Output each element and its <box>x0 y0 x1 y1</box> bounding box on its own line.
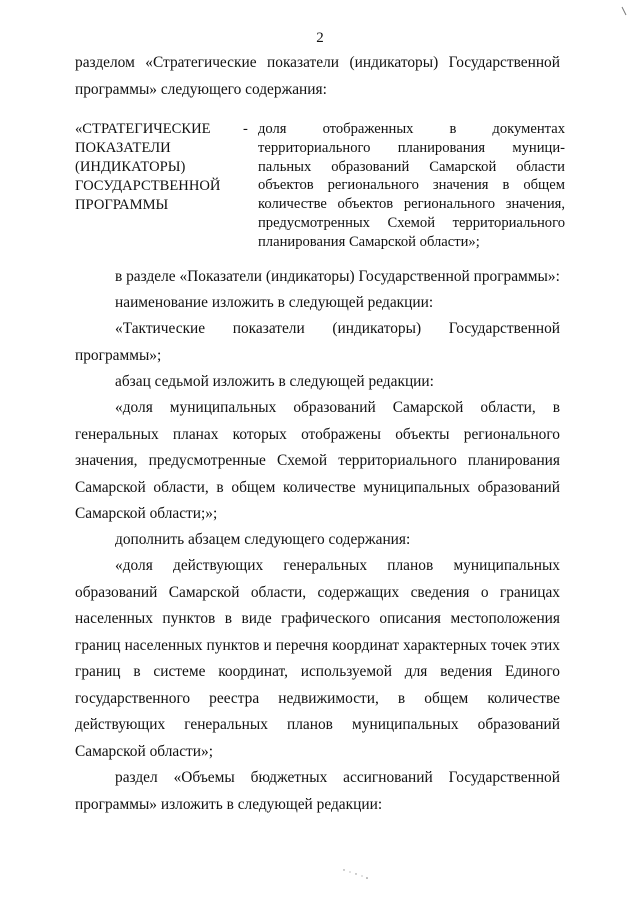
section-heading-caps <box>75 120 240 215</box>
paragraph-add-abzac: дополнить абзацем следующего содержания: <box>115 531 411 548</box>
scan-speck-mark <box>340 866 370 880</box>
heading-dash: - <box>243 121 248 137</box>
heading-line: «СТРАТЕГИЧЕСКИЕ <box>75 121 211 137</box>
heading-line: ГОСУДАРСТВЕННОЙ <box>75 178 221 194</box>
heading-line: ПОКАЗАТЕЛИ <box>75 140 171 156</box>
corner-tick-mark <box>620 6 628 16</box>
paragraph-tactical-indicators: «Тактические показатели (индикаторы) Государственной программы»; <box>75 320 560 364</box>
paragraph-name-edit: наименование изложить в следующей редакции: <box>115 294 434 311</box>
indicator-description: доля отображенных в документах территориального планирования муници-пальных образований Самарской области объектов регионального значения в общем количестве объектов регионального значения, предусмотренных Схемой территориального планирования Самарской области»; <box>258 121 565 250</box>
heading-line: (ИНДИКАТОРЫ) <box>75 159 186 175</box>
heading-line: ПРОГРАММЫ <box>75 197 169 213</box>
paragraph-indicators-section: в разделе «Показатели (индикаторы) Государственной программы»: <box>115 268 560 285</box>
paragraph-share-general-plans: «доля действующих генеральных планов муниципальных образований Самарской области, содержащих сведения о границах населенных пунктов в виде графического описания местоположения границ населенных пунктов и перечня координат характерных точек этих границ в системе координат, используемой для ведения Единого государственного реестра недвижимости, в общем количестве действующих генеральных планов муниципальных образований Самарской области»; <box>75 557 560 760</box>
paragraph-seventh-abzac: абзац седьмой изложить в следующей редакции: <box>115 373 434 390</box>
strategic-indicators-block <box>75 120 565 250</box>
intro-paragraph: разделом «Стратегические показатели (индикаторы) Государственной программы» следующего содержания: <box>75 54 560 98</box>
paragraph-share-municipalities: «доля муниципальных образований Самарской области, в генеральных планах которых отображены объекты регионального значения, предусмотренные Схемой территориального планирования Самарской области, в общем количестве муниципальных образований Самарской области;»; <box>75 399 560 522</box>
paragraph-budget-section: раздел «Объемы бюджетных ассигнований Государственной программы» изложить в следующей редакции: <box>75 769 560 813</box>
page-number: 2 <box>316 30 324 46</box>
